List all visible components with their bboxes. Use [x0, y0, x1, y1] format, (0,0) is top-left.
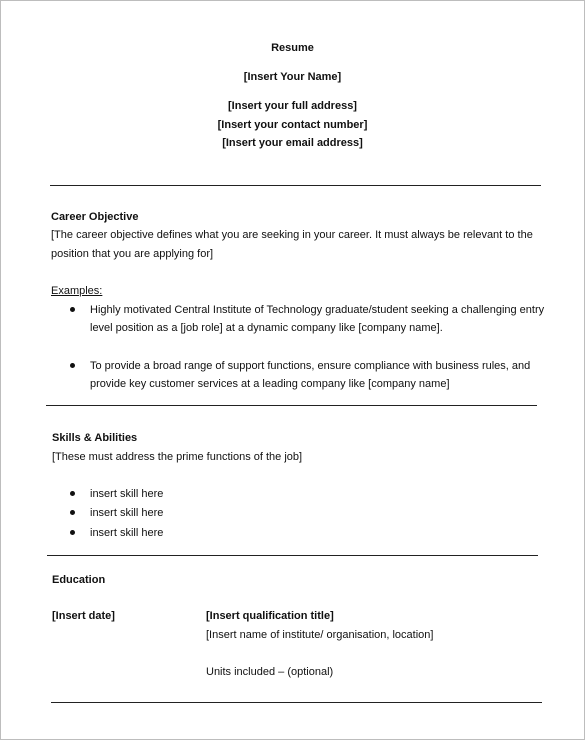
- divider: [47, 555, 538, 556]
- examples-label: Examples:: [51, 285, 103, 297]
- address-placeholder: [Insert your full address]: [228, 100, 357, 112]
- career-objective-heading: Career Objective: [51, 211, 139, 223]
- skill-item: insert skill here: [90, 527, 164, 539]
- education-date: [Insert date]: [52, 610, 115, 622]
- contact-placeholder: [Insert your contact number]: [217, 119, 368, 131]
- skills-note: [These must address the prime functions of the job]: [52, 451, 303, 463]
- name-placeholder: [Insert Your Name]: [243, 71, 342, 83]
- career-objective-text: [The career objective defines what you are seeking in your career. It must always be relevant to the: [51, 229, 533, 241]
- bullet-icon: [70, 307, 75, 312]
- bullet-icon: [70, 510, 75, 515]
- divider: [51, 702, 542, 703]
- example-item: provide key customer services at a leading company like [company name]: [90, 378, 450, 390]
- institute-name: [Insert name of institute/ organisation, location]: [206, 629, 434, 641]
- divider: [46, 405, 537, 406]
- education-heading: Education: [52, 574, 106, 586]
- example-item: Highly motivated Central Institute of Technology graduate/student seeking a challenging entry: [90, 304, 545, 316]
- bullet-icon: [70, 363, 75, 368]
- example-item: level position as a [job role] at a dynamic company like [company name].: [90, 322, 443, 334]
- email-placeholder: [Insert your email address]: [222, 137, 363, 149]
- bullet-icon: [70, 530, 75, 535]
- resume-title: Resume: [271, 42, 314, 54]
- bullet-icon: [70, 491, 75, 496]
- qualification-title: [Insert qualification title]: [206, 610, 334, 622]
- units-included: Units included – (optional): [206, 666, 334, 678]
- career-objective-text: position that you are applying for]: [51, 248, 214, 260]
- skills-heading: Skills & Abilities: [52, 432, 138, 444]
- example-item: To provide a broad range of support functions, ensure compliance with business rules, and: [90, 360, 531, 372]
- skill-item: insert skill here: [90, 507, 164, 519]
- skill-item: insert skill here: [90, 488, 164, 500]
- divider: [50, 185, 541, 186]
